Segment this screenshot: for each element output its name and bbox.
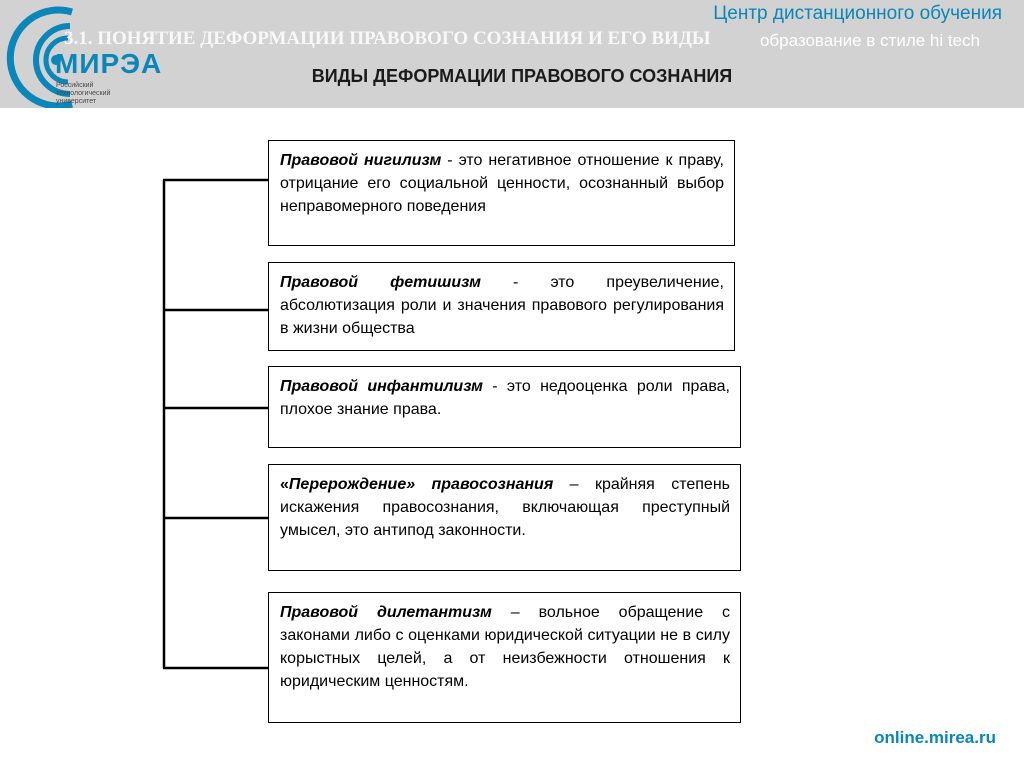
definition-box-degeneration <box>268 464 741 571</box>
definition-box-nihilism <box>268 140 735 246</box>
slide-title: ВИДЫ ДЕФОРМАЦИИ ПРАВОВОГО СОЗНАНИЯ <box>311 66 733 86</box>
definition-box-dilettantism <box>268 592 741 723</box>
term: Правовой инфантилизм <box>280 378 483 395</box>
term: Правовой нигилизм <box>280 152 442 169</box>
logo-subtitle: Российский технологический университет <box>56 82 111 105</box>
tagline: образование в стиле hi tech <box>759 31 980 50</box>
logo-name: МИРЭА <box>55 48 163 79</box>
definition-box-infantilism <box>268 366 741 448</box>
definition: - это преувеличение, абсолютизация роли и значения правового регулирования в жизни общества <box>280 274 724 337</box>
term: Перерождение» правосознания <box>288 476 554 493</box>
term: Правовой фетишизм <box>280 274 481 291</box>
definition-box-fetishism <box>268 262 735 351</box>
definition: – вольное обращение с законами либо с оценками юридической ситуации не в силу корыстных целей, а от неизбежности отношения к юридическим ценностям. <box>280 604 731 690</box>
term-prefix: « <box>280 476 289 493</box>
definition: - это негативное отношение к праву, отрицание его социальной ценности, осознанный выбор неправомерного поведения <box>280 152 724 215</box>
definition: - это недооценка роли права, плохое знание права. <box>280 378 730 418</box>
center-name: Центр дистанционного обучения <box>713 3 1002 24</box>
footer-link[interactable]: online.mirea.ru <box>874 728 996 747</box>
definition: – крайняя степень искажения правосознания, включающая преступный умысел, это антипод законности. <box>280 476 731 539</box>
term: Правовой дилетантизм <box>280 604 492 621</box>
section-heading: 3.1. ПОНЯТИЕ ДЕФОРМАЦИИ ПРАВОВОГО СОЗНАНИЯ И ЕГО ВИДЫ <box>64 28 711 49</box>
